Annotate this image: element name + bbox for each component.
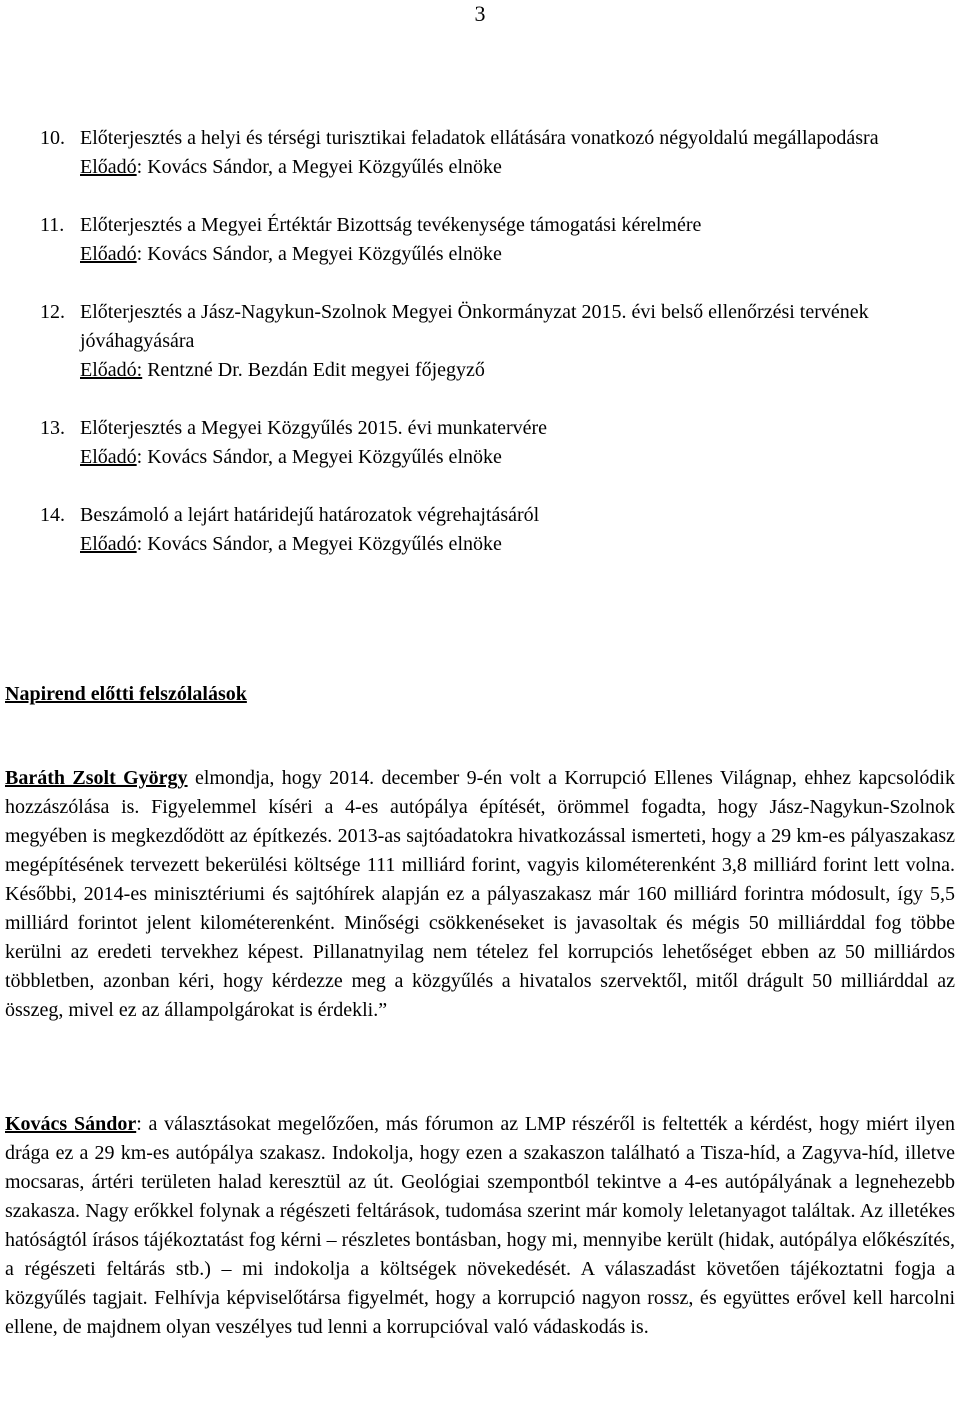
- speech-text: elmondja, hogy 2014. december 9-én volt a Korrupció Ellenes Világnap, ehhez kapcsolódik hozzászólása is. Figyelemmel kíséri a 4-es autópálya építését, örömmel fogadta, hogy Jász-Nagykun-Szolnok megyében is megkezdődött az építkezés. 2013-as sajtóadatokra hivatkozással ismerteti, hogy a 29 km-es pályaszakasz megépítésének tervezett bekerülési költsége 111 milliárd forint, vagyis kilométerenként 3,8 milliárd forint lett volna. Későbbi, 2014-es minisztériumi és sajtóhírek alapján ez a pályaszakasz már 160 milliárd forintra módosult, így 5,5 milliárd forintot jelent kilométerenként. Minőségi csökkenéseket is javasoltak és mégis 50 milliárddal fog többe kerülni az eredeti tervekhez képest. Pillanatnyilag nem tételez fel korrupciós lehetőséget ebben az 50 milliárdos többletben, azonban kéri, hogy kérdezze meg a közgyűlés a hivatalos szervektől, mitől drágult 50 milliárddal az összeg, mivel ez az állampolgárokat is érdekli.”: [5, 767, 955, 1021]
- agenda-item-presenter: [80, 240, 920, 269]
- agenda-item-title: Előterjesztés a Jász-Nagykun-Szolnok Megyei Önkormányzat 2015. évi belső ellenőrzési tervének jóváhagyására: [80, 301, 869, 352]
- agenda-item-14: [40, 501, 920, 559]
- agenda-item-10: [40, 124, 920, 182]
- agenda-list: [40, 124, 920, 588]
- speech-paragraph-kovacs: [5, 1110, 955, 1342]
- agenda-item-13: [40, 414, 920, 472]
- presenter-label: Előadó: [80, 533, 137, 555]
- presenter-name: Rentzné Dr. Bezdán Edit megyei főjegyző: [142, 359, 485, 381]
- presenter-label: Előadó: [80, 156, 137, 178]
- presenter-label: Előadó: [80, 243, 137, 265]
- page-number: 3: [474, 1, 486, 26]
- speaker-name: Baráth Zsolt György: [5, 767, 188, 789]
- agenda-item-number: 11.: [40, 214, 65, 236]
- agenda-item-11: [40, 211, 920, 269]
- presenter-name: : Kovács Sándor, a Megyei Közgyűlés elnöke: [136, 533, 502, 555]
- section-heading: Napirend előtti felszólalások: [5, 683, 247, 705]
- speech-text: : a választásokat megelőzően, más fórumon az LMP részéről is feltették a kérdést, hogy miért ilyen drága ez a 29 km-es autópálya szakasz. Indokolja, hogy ezen a szakaszon található a Tisza-híd, a Zagyva-híd, illetve mocsaras, ártéri területen halad keresztül az út. Geológiai szempontból tekintve a 4-es autópályának a legnehezebb szakasza. Nagy erőkkel folynak a régészeti feltárások, tudomása szerint már komoly leletanyagot találtak. Az illetékes hatóságtól írásos tájékoztatást fog kérni – részletes bontásban, hogy mi, mennyibe került (hidak, autópálya előkészítés, a régészeti feltárás stb.) – mi indokolja a költségek növekedését. A válaszadást követően tájékoztatni fogja a közgyűlés tagjait. Felhívja képviselőtársa figyelmét, hogy a korrupció nagyon rossz, és együttes erővel kell harcolni ellene, de majdnem olyan veszélyes tud lenni a korrupcióval való vádaskodás is.: [5, 1113, 955, 1338]
- agenda-item-presenter: [80, 153, 920, 182]
- agenda-item-12: [40, 298, 920, 385]
- agenda-item-presenter: [80, 356, 920, 385]
- presenter-label: Előadó:: [80, 359, 143, 381]
- agenda-item-title: Előterjesztés a Megyei Közgyűlés 2015. évi munkatervére: [80, 417, 548, 439]
- presenter-label: Előadó: [80, 446, 137, 468]
- agenda-item-title: Beszámoló a lejárt határidejű határozatok végrehajtásáról: [80, 504, 540, 526]
- agenda-item-title: Előterjesztés a Megyei Értéktár Bizottság tevékenysége támogatási kérelmére: [80, 214, 702, 236]
- speech-paragraph-barath: [5, 764, 955, 1025]
- speaker-name: Kovács Sándor: [5, 1113, 137, 1135]
- presenter-name: : Kovács Sándor, a Megyei Közgyűlés elnöke: [136, 243, 502, 265]
- agenda-item-presenter: [80, 443, 920, 472]
- agenda-item-number: 14.: [40, 504, 65, 526]
- presenter-name: : Kovács Sándor, a Megyei Közgyűlés elnöke: [136, 156, 502, 178]
- agenda-item-title: Előterjesztés a helyi és térségi turisztikai feladatok ellátására vonatkozó négyoldalú megállapodásra: [80, 127, 879, 149]
- presenter-name: : Kovács Sándor, a Megyei Közgyűlés elnöke: [136, 446, 502, 468]
- agenda-item-number: 12.: [40, 301, 65, 323]
- agenda-item-number: 10.: [40, 127, 65, 149]
- agenda-item-presenter: [80, 530, 920, 559]
- agenda-item-number: 13.: [40, 417, 65, 439]
